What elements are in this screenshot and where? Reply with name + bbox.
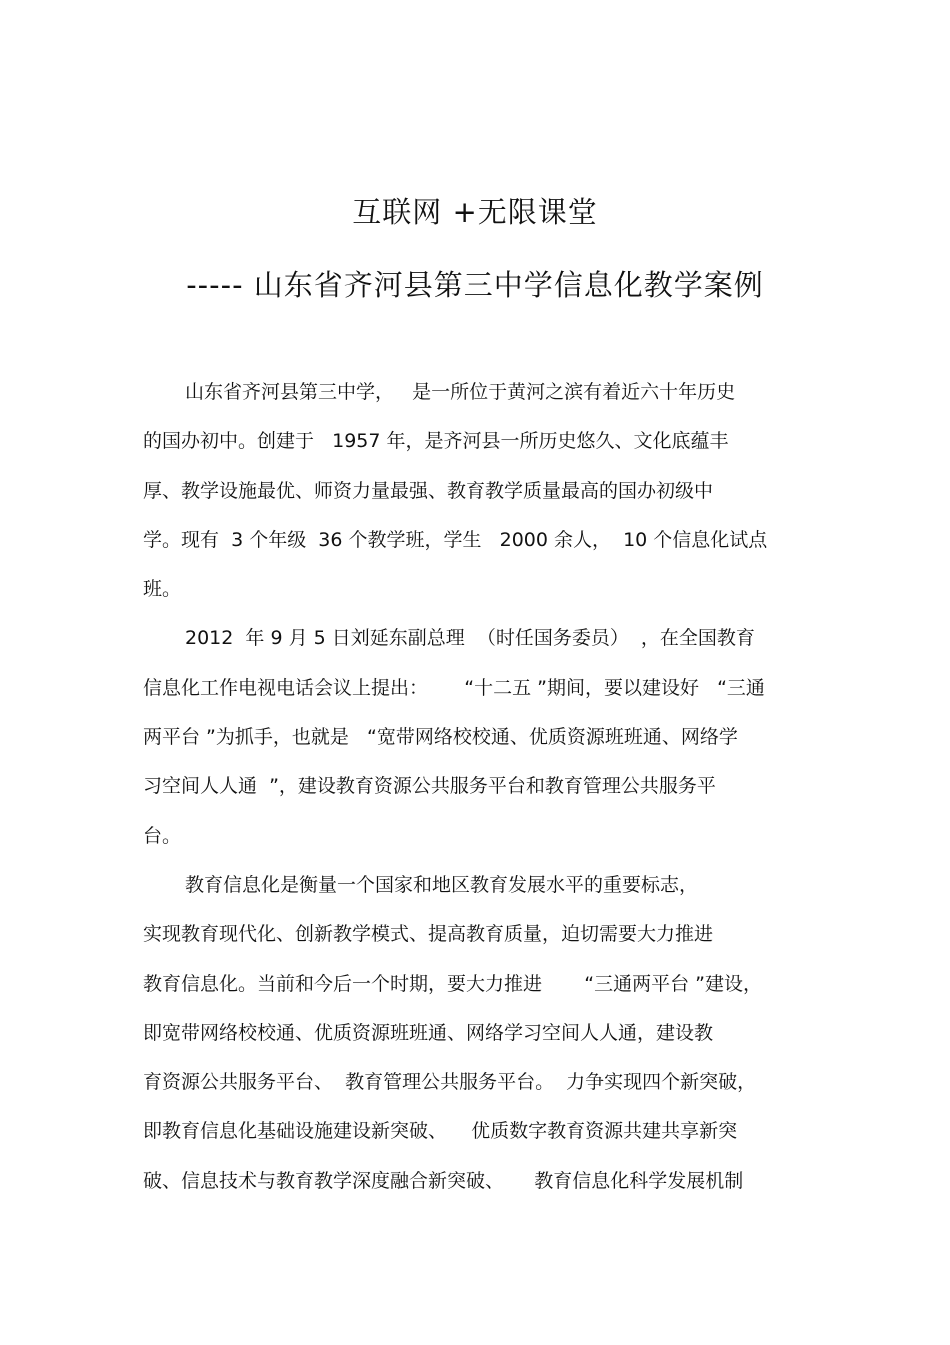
paragraph-line: 班。 (143, 578, 182, 601)
paragraph-line: 即宽带网络校校通、优质资源班班通、网络学习空间人人通，建设教 (143, 1021, 714, 1044)
paragraph-line: 教育信息化。当前和今后一个时期，要大力推进 “三通两平台 ”建设， (143, 972, 763, 995)
paragraph-line: 学。现有 3 个年级 36 个教学班，学生 2000 余人， 10 个信息化试点 (143, 528, 768, 551)
paragraph-line: 山东省齐河县第三中学， 是一所位于黄河之滨有着近六十年历史 (185, 381, 736, 403)
paragraph-line: 台。 (143, 824, 182, 847)
paragraph-line: 信息化工作电视电话会议上提出： “十二五 ”期间，要以建设好 “三通 (143, 676, 765, 699)
paragraph-3 (143, 861, 823, 1206)
paragraph-line: 厚、教学设施最优、师资力量最强、教育教学质量最高的国办初级中 (143, 479, 714, 502)
paragraph-2 (143, 614, 823, 860)
paragraph-1 (143, 368, 823, 614)
paragraph-line: 即教育信息化基础设施建设新突破、 优质数字教育资源共建共享新突 (143, 1120, 738, 1143)
paragraph-line: 教育信息化是衡量一个国家和地区教育发展水平的重要标志， (185, 873, 699, 896)
paragraph-line: 实现教育现代化、创新教学模式、提高教育质量，迫切需要大力推进 (143, 923, 714, 946)
paragraph-line: 2012 年 9 月 5 日刘延东副总理 （时任国务委员） ，在全国教育 (185, 627, 755, 650)
document-subtitle: ----- 山东省齐河县第三中学信息化教学案例 (186, 268, 764, 302)
paragraph-line: 的国办初中。创建于 1957 年，是齐河县一所历史悠久、文化底蕴丰 (143, 430, 729, 453)
paragraph-line: 育资源公共服务平台、 教育管理公共服务平台。 力争实现四个新突破， (143, 1071, 757, 1094)
paragraph-line: 两平台 ”为抓手，也就是 “宽带网络校校通、优质资源班班通、网络学 (143, 726, 738, 749)
document-title: 互联网 +无限课堂 (352, 195, 598, 229)
paragraph-line: 破、信息技术与教育教学深度融合新突破、 教育信息化科学发展机制 (143, 1169, 744, 1192)
paragraph-line: 习空间人人通 ”，建设教育资源公共服务平台和教育管理公共服务平 (143, 775, 716, 798)
document-body (143, 368, 823, 1206)
